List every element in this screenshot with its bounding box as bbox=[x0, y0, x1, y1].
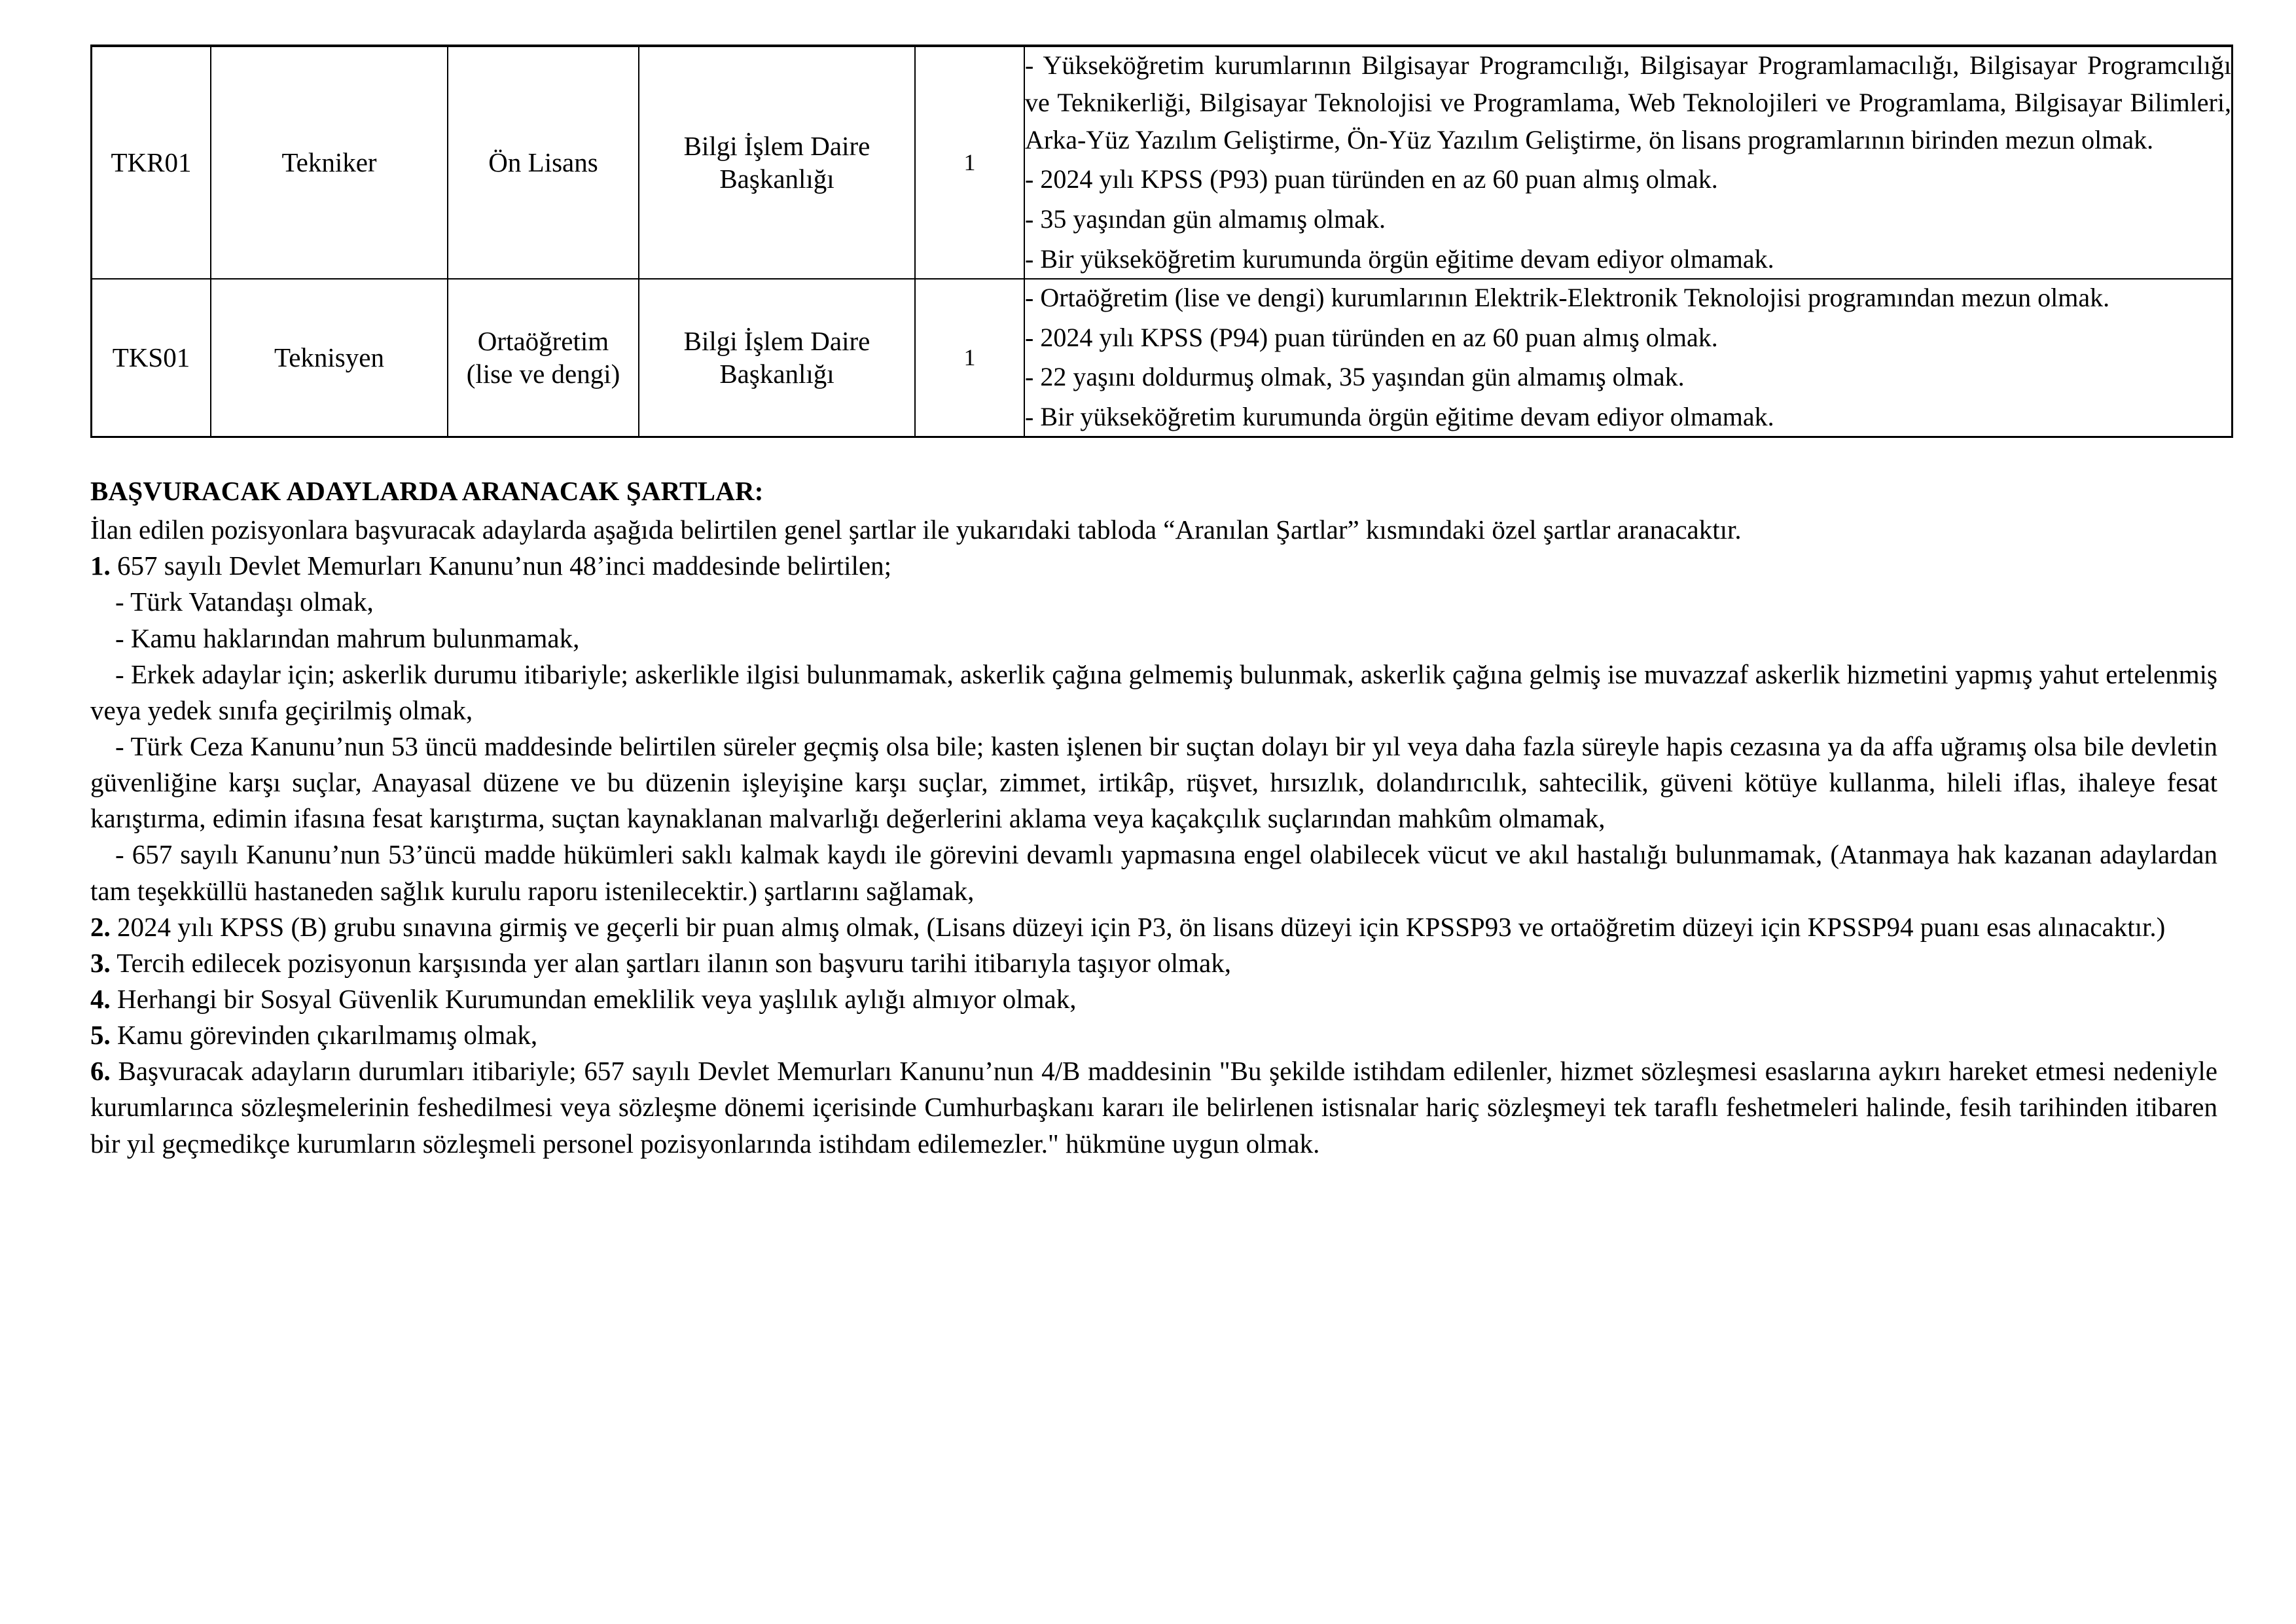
requirement-line: - Yükseköğretim kurumlarının Bilgisayar Programcılığı, Bilgisayar Programlamacılığı, Bilgisayar Programcılığı ve Teknikerliği, Bilgisayar Teknolojisi ve Programlama, Web Teknolojileri ve Programlama, Bilgisayar Bilimleri, Arka-Yüz Yazılım Geliştirme, Ön-Yüz Yazılım Geliştirme, ön lisans programlarının birinden mezun olmak. bbox=[1025, 50, 2231, 154]
cell-position-code: TKR01 bbox=[92, 46, 211, 279]
cell-count: 1 bbox=[915, 279, 1024, 437]
condition-bullet bbox=[90, 837, 2217, 909]
condition-text: Tercih edilecek pozisyonun karşısında yer alan şartları ilanın son başvuru tarihi itibarıyla taşıyor olmak, bbox=[110, 947, 1231, 978]
condition-number: 2. bbox=[90, 911, 111, 942]
condition-item bbox=[90, 1017, 2217, 1053]
cell-unit-line1: Bilgi İşlem Daire bbox=[683, 326, 870, 357]
condition-text: - 657 sayılı Kanunu’nun 53’üncü madde hükümleri saklı kalmak kaydı ile görevini devamlı yapmasına engel olabilecek vücut ve akıl hastalığı bulunmamak, (Atanmaya hak kazanan adaylardan tam teşekküllü hastaneden sağlık kurulu raporu istenilecektir.) şartlarını sağlamak, bbox=[90, 839, 2217, 906]
condition-bullet bbox=[90, 621, 2217, 657]
condition-item bbox=[90, 1053, 2217, 1161]
cell-education-line1: Ortaöğretim bbox=[477, 326, 609, 357]
cell-unit-line2: Başkanlığı bbox=[719, 359, 834, 389]
cell-requirements bbox=[1024, 46, 2233, 279]
cell-position-code: TKS01 bbox=[92, 279, 211, 437]
conditions-intro: İlan edilen pozisyonlara başvuracak adaylarda aşağıda belirtilen genel şartlar ile yukarıdaki tabloda “Aranılan Şartlar” kısmındaki özel şartlar aranacaktır. bbox=[90, 514, 1742, 545]
condition-item bbox=[90, 909, 2217, 945]
positions-table bbox=[90, 45, 2233, 438]
cell-unit-line2: Başkanlığı bbox=[719, 164, 834, 194]
cell-count: 1 bbox=[915, 46, 1024, 279]
cell-unit bbox=[639, 46, 915, 279]
cell-education-line2: (lise ve dengi) bbox=[466, 359, 620, 389]
requirement-line: - 35 yaşından gün almamış olmak. bbox=[1025, 204, 1386, 234]
condition-bullet bbox=[90, 657, 2217, 729]
requirement-line: - 2024 yılı KPSS (P93) puan türünden en az 60 puan almış olmak. bbox=[1025, 164, 1718, 194]
section-heading: BAŞVURACAK ADAYLARDA ARANACAK ŞARTLAR: bbox=[90, 475, 764, 506]
condition-number: 1. bbox=[90, 550, 111, 581]
condition-bullet bbox=[90, 584, 2217, 620]
table-row bbox=[92, 46, 2233, 279]
table-row bbox=[92, 279, 2233, 437]
condition-text: Herhangi bir Sosyal Güvenlik Kurumundan emeklilik veya yaşlılık aylığı almıyor olmak, bbox=[110, 983, 1077, 1014]
condition-number: 4. bbox=[90, 983, 111, 1014]
conditions-list bbox=[90, 548, 2217, 1161]
cell-title: Teknisyen bbox=[211, 279, 448, 437]
condition-text: - Türk Vatandaşı olmak, bbox=[115, 586, 374, 617]
condition-text: Kamu görevinden çıkarılmamış olmak, bbox=[110, 1020, 538, 1051]
cell-title: Tekniker bbox=[211, 46, 448, 279]
cell-education bbox=[448, 279, 639, 437]
condition-text: - Türk Ceza Kanunu’nun 53 üncü maddesinde belirtilen süreler geçmiş olsa bile; kasten işlenen bir suçtan dolayı bir yıl veya daha fazla süreyle hapis cezasına ya da affa uğramış olsa bile devletin güvenliğine karşı suçlar, Anayasal düzene ve bu düzenin işleyişine karşı suçlar, zimmet, irtikâp, rüşvet, hırsızlık, dolandırıcılık, sahtecilik, güveni kötüye kullanma, hileli iflas, ihaleye fesat karıştırma, edimin ifasına fesat karıştırma, suçtan kaynaklanan malvarlığı değerlerini aklama veya kaçakçılık suçlarından mahkûm olmamak, bbox=[90, 731, 2217, 834]
conditions-section bbox=[90, 473, 2217, 1162]
requirement-line: - 22 yaşını doldurmuş olmak, 35 yaşından gün almamış olmak. bbox=[1025, 362, 1685, 392]
condition-number: 3. bbox=[90, 947, 111, 978]
condition-item bbox=[90, 945, 2217, 981]
condition-text: - Kamu haklarından mahrum bulunmamak, bbox=[115, 623, 580, 653]
condition-text: Başvuracak adayların durumları itibariyle; 657 sayılı Devlet Memurları Kanunu’nun 4/B maddesinin "Bu şekilde istihdam edilenler, hizmet sözleşmesi esaslarına aykırı hareket etmesi nedeniyle kurumlarınca sözleşmelerinin feshedilmesi veya sözleşme dönemi içerisinde Cumhurbaşkanı kararı ile belirlenen istisnalar hariç sözleşmeyi tek taraflı feshetmeleri halinde, fesih tarihinden itibaren bir yıl geçmedikçe kurumların sözleşmeli personel pozisyonlarında istihdam edilemezler." hükmüne uygun olmak. bbox=[90, 1056, 2217, 1159]
cell-unit bbox=[639, 279, 915, 437]
condition-bullet bbox=[90, 729, 2217, 837]
condition-text: 657 sayılı Devlet Memurları Kanunu’nun 48’inci maddesinde belirtilen; bbox=[110, 550, 892, 581]
cell-education: Ön Lisans bbox=[448, 46, 639, 279]
cell-unit-line1: Bilgi İşlem Daire bbox=[683, 131, 870, 162]
requirement-line: - Bir yükseköğretim kurumunda örgün eğitime devam ediyor olmamak. bbox=[1025, 402, 1774, 432]
condition-item bbox=[90, 981, 2217, 1017]
condition-number: 5. bbox=[90, 1020, 111, 1051]
requirement-line: - Bir yükseköğretim kurumunda örgün eğitime devam ediyor olmamak. bbox=[1025, 244, 1774, 274]
condition-text: 2024 yılı KPSS (B) grubu sınavına girmiş ve geçerli bir puan almış olmak, (Lisans düzeyi için P3, ön lisans düzeyi için KPSSP93 ve ortaöğretim düzeyi için KPSSP94 puanı esas alınacaktır.) bbox=[110, 911, 2166, 942]
condition-item bbox=[90, 548, 2217, 584]
requirement-line: - 2024 yılı KPSS (P94) puan türünden en az 60 puan almış olmak. bbox=[1025, 322, 1718, 352]
condition-text: - Erkek adaylar için; askerlik durumu itibariyle; askerlikle ilgisi bulunmamak, askerlik çağına gelmemiş bulunmak, askerlik çağına gelmiş ise muvazzaf askerlik hizmetini yapmış yahut ertelenmiş veya yedek sınıfa geçirilmiş olmak, bbox=[90, 659, 2217, 725]
cell-requirements bbox=[1024, 279, 2233, 437]
requirement-line: - Ortaöğretim (lise ve dengi) kurumlarının Elektrik-Elektronik Teknolojisi programından mezun olmak. bbox=[1025, 282, 2110, 312]
condition-number: 6. bbox=[90, 1056, 111, 1087]
